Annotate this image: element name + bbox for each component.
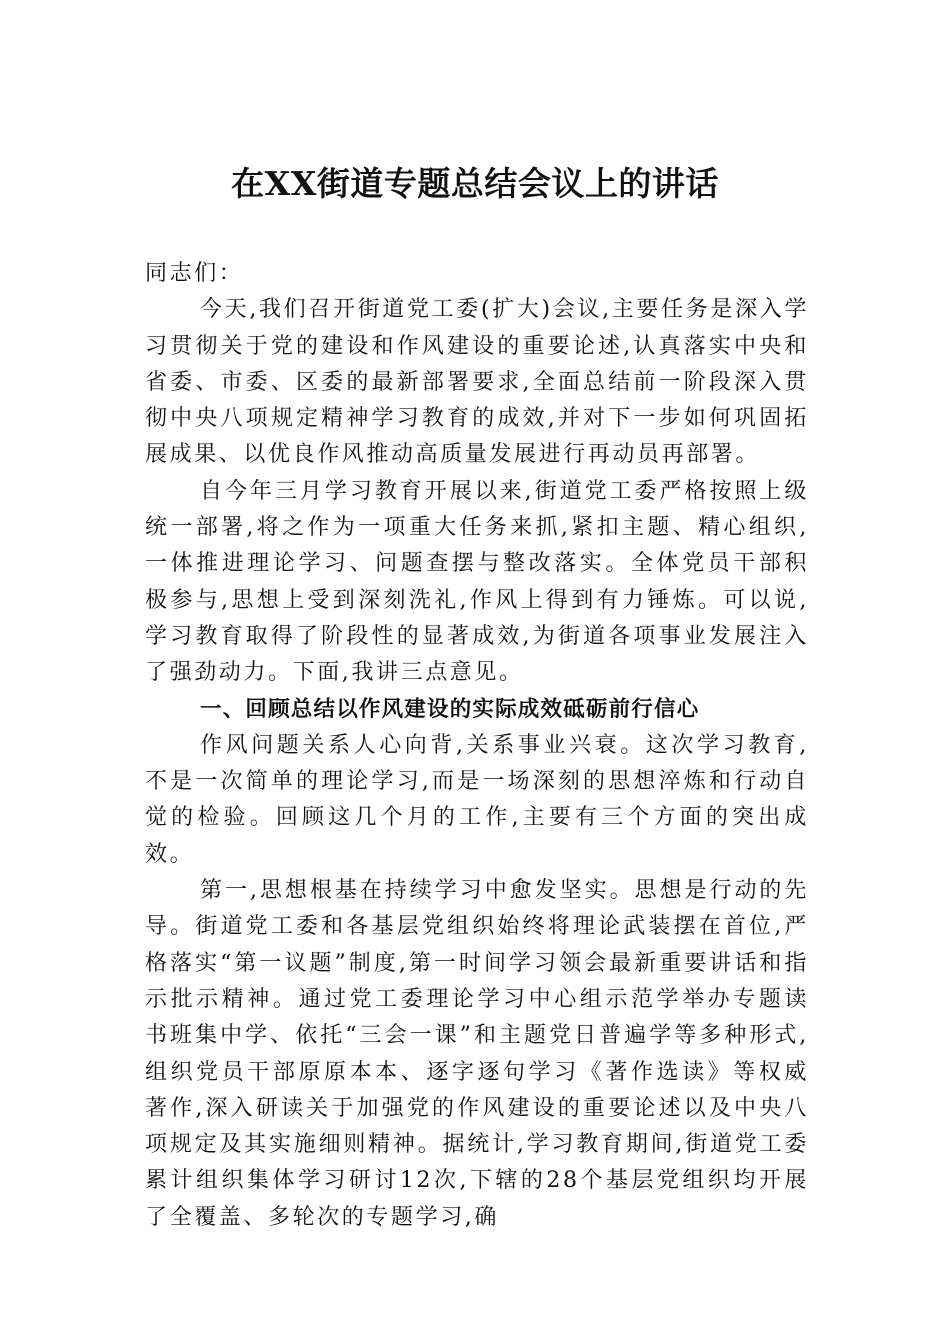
paragraph-section1-first-point: 第一,思想根基在持续学习中愈发坚实。思想是行动的先导。街道党工委和各基层党组织始终将理论武装摆在首位,严格落实“第一议题”制度,第一时间学习领会最新重要讲话和指示批示精神。通过党工委理论学习中心组示范学举办专题读书班集中学、依托“三会一课”和主题党日普遍学等多种形式,组织党员干部原原本本、逐字逐句学习《著作选读》等权威著作,深入研读关于加强党的作风建设的重要论述以及中央八项规定及其实施细则精神。据统计,学习教育期间,街道党工委累计组织集体学习研讨12次,下辖的28个基层党组织均开展了全覆盖、多轮次的专题学习,确 xyxy=(145,878,809,1230)
paragraph-overview: 自今年三月学习教育开展以来,街道党工委严格按照上级统一部署,将之作为一项重大任务来抓,紧扣主题、精心组织,一体推进理论学习、问题查摆与整改落实。全体党员干部积极参与,思想上受到深刻洗礼,作风上得到有力锤炼。可以说,学习教育取得了阶段性的显著成效,为街道各项事业发展注入了强劲动力。下面,我讲三点意见。 xyxy=(145,478,809,686)
document-body xyxy=(145,256,809,1236)
paragraph-section1-intro: 作风问题关系人心向背,关系事业兴衰。这次学习教育,不是一次简单的理论学习,而是一场深刻的思想淬炼和行动自觉的检验。回顾这几个月的工作,主要有三个方面的突出成效。 xyxy=(145,732,809,867)
document-title: 在XX街道专题总结会议上的讲话 xyxy=(231,164,719,203)
salutation: 同志们： xyxy=(145,261,244,286)
paragraph-opening: 今天,我们召开街道党工委(扩大)会议,主要任务是深入学习贯彻关于党的建设和作风建设的重要论述,认真落实中央和省委、市委、区委的最新部署要求,全面总结前一阶段深入贯彻中央八项规定精神学习教育的成效,并对下一步如何巩固拓展成果、以优良作风推动高质量发展进行再动员再部署。 xyxy=(145,297,809,468)
section-heading-1: 一、回顾总结以作风建设的实际成效砥砺前行信心 xyxy=(200,696,700,722)
